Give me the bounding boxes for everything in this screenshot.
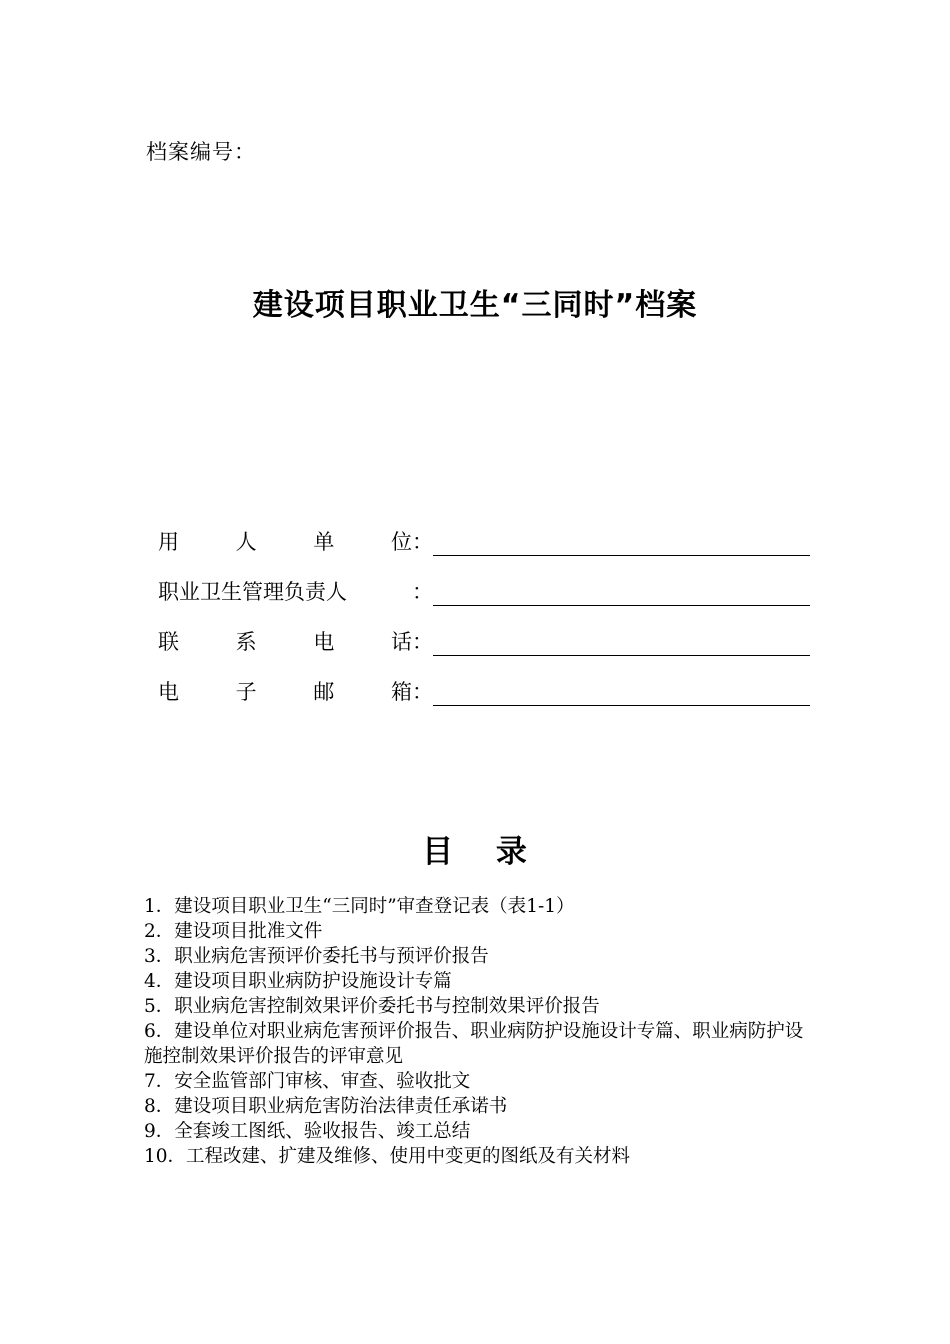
label-char: 用: [158, 530, 179, 554]
archive-number-label: 档案编号：: [146, 140, 256, 164]
label-char: 人: [235, 530, 257, 554]
toc-item: 5．职业病危害控制效果评价委托书与控制效果评价报告: [144, 996, 600, 1017]
toc-item: 9．全套竣工图纸、验收报告、竣工总结: [144, 1121, 471, 1142]
field-colon: ：: [412, 530, 433, 554]
field-label-phone: [158, 626, 412, 656]
field-colon: ：: [412, 630, 433, 654]
label-char: 系: [235, 630, 257, 654]
field-colon: ：: [412, 680, 433, 704]
label-char: 话: [390, 630, 412, 654]
toc-item: 10．工程改建、扩建及维修、使用中变更的图纸及有关材料: [144, 1146, 631, 1167]
label-char: 单: [313, 530, 335, 554]
toc-item: 1．建设项目职业卫生“三同时”审查登记表（表1-1）: [144, 896, 575, 917]
toc-item: 7．安全监管部门审核、审查、验收批文: [144, 1071, 471, 1092]
toc-item: 8．建设项目职业病危害防治法律责任承诺书: [144, 1096, 508, 1117]
field-responsible-person: [158, 556, 810, 606]
toc-item: 2．建设项目批准文件: [144, 921, 323, 942]
field-phone: [158, 606, 810, 656]
toc-item: 3．职业病危害预评价委托书与预评价报告: [144, 946, 489, 967]
field-label-responsible-person: [158, 576, 412, 606]
field-label-employer: [158, 526, 412, 556]
toc-item: 4．建设项目职业病防护设施设计专篇: [144, 971, 452, 992]
field-colon: ：: [412, 580, 433, 604]
label-char: 电: [313, 630, 335, 654]
field-email: [158, 656, 810, 706]
document-title: 建设项目职业卫生“三同时”档案: [252, 288, 698, 323]
contact-fields: [158, 506, 810, 706]
email-input-line[interactable]: [433, 675, 810, 706]
label-char: 邮: [313, 680, 335, 704]
toc-title: 目 录: [422, 834, 528, 870]
field-employer: [158, 506, 810, 556]
employer-input-line[interactable]: [433, 525, 810, 556]
label-char: 电: [158, 680, 179, 704]
toc-list: [144, 894, 809, 1169]
label-char: 子: [235, 680, 257, 704]
label-char: 联: [158, 630, 179, 654]
phone-input-line[interactable]: [433, 625, 810, 656]
responsible-person-input-line[interactable]: [433, 575, 810, 606]
field-label-email: [158, 676, 412, 706]
toc-item: 6．建设单位对职业病危害预评价报告、职业病防护设施设计专篇、职业病防护设施控制效果评价报告的评审意见: [144, 1021, 804, 1067]
label-char: 箱: [390, 680, 412, 704]
label-char: 位: [390, 530, 412, 554]
label-text: 职业卫生管理负责人: [158, 580, 347, 604]
